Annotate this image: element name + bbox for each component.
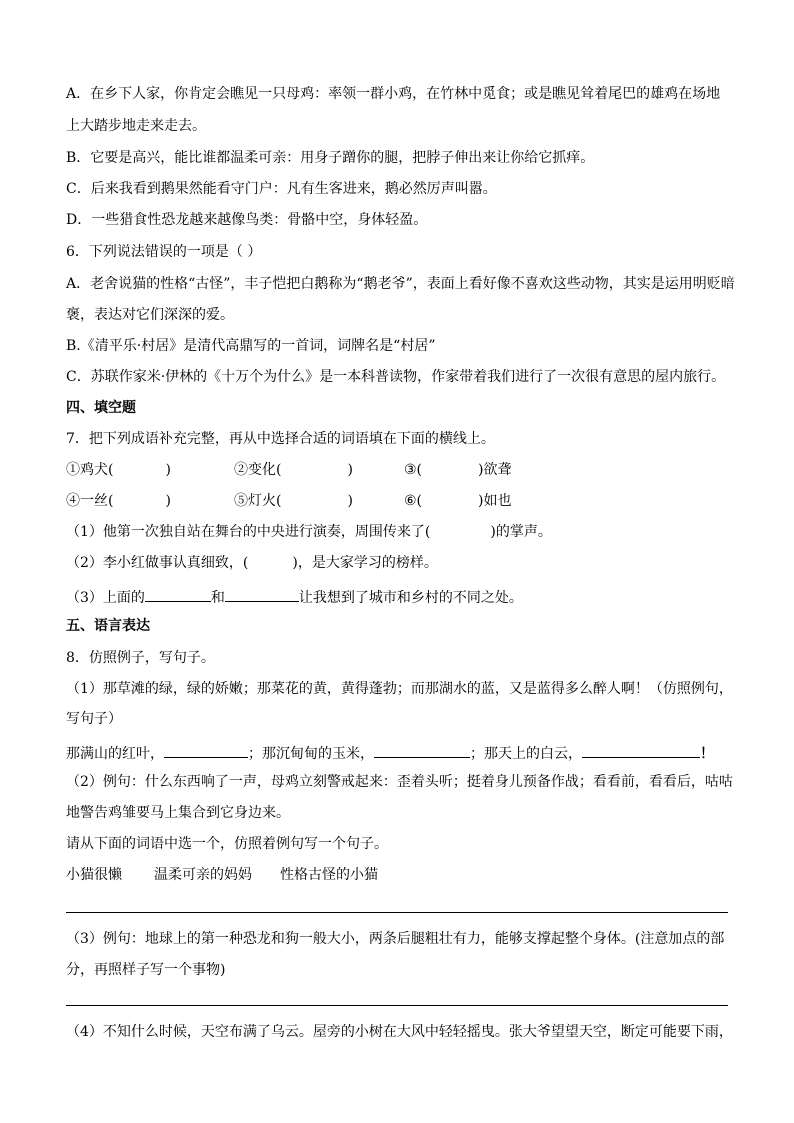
option-lazy-cat: 小猫很懒	[66, 867, 122, 883]
fill-exclaim: ！	[700, 746, 714, 762]
q8-part1-line1: （1）那草滩的绿，绿的娇嫩；那菜花的黄，黄得蓬勃；而那湖水的蓝，又是蓝得多么醉人啊！（仿照例句，	[66, 681, 733, 697]
q8-part3-line1: （3）例句：地球上的第一种恐龙和狗一般大小，两条后腿粗壮有力，能够支撑起整个身体。(注意加点的部	[66, 931, 725, 947]
idiom-4-prefix: ④一丝(	[66, 493, 114, 509]
idiom-2-prefix: ②变化(	[234, 462, 282, 478]
fill-blank-b[interactable]	[374, 741, 470, 758]
sentence-3-end: 让我想到了城市和乡村的不同之处。	[298, 590, 523, 606]
answer-line-part2[interactable]	[66, 912, 728, 913]
fill-corn: ；那沉甸甸的玉米，	[248, 746, 374, 762]
idiom-4-close: )	[165, 493, 171, 509]
q5-option-d: D．一些猎食性恐龙越来越像鸟类：骨骼中空，身体轻盈。	[66, 212, 428, 228]
q8-part2-line1: （2）例句：什么东西响了一声，母鸡立刻警戒起来：歪着头听；挺着身儿预备作战；看看前，看看后，咕咕	[66, 774, 733, 790]
q8-stem: 8．仿照例子，写句子。	[66, 650, 215, 666]
q6-stem: 6．下列说法错误的一项是（ ）	[66, 244, 262, 260]
idiom-2-close: )	[347, 462, 353, 478]
fill-blank-a[interactable]	[164, 741, 248, 758]
idiom-3-prefix: ③(	[404, 462, 423, 478]
q5-option-b: B．它要是高兴，能比谁都温柔可亲：用身子蹭你的腿，把脖子伸出来让你给它抓痒。	[66, 150, 595, 166]
sentence-1-text: （1）他第一次独自站在舞台的中央进行演奏，周围传来了(	[66, 524, 431, 540]
idiom-1-prefix: ①鸡犬(	[66, 462, 114, 478]
sentence-2-end: )，是大家学习的榜样。	[292, 555, 438, 571]
q8-part4-line1: （4）不知什么时候，天空布满了乌云。屋旁的小树在大风中轻轻摇曳。张大爷望望天空，断定可能要下雨，	[66, 1024, 733, 1040]
q8-part2-line2: 地警告鸡雏要马上集合到它身边来。	[66, 805, 290, 821]
q7-stem: 7．把下列成语补充完整，再从中选择合适的词语填在下面的横线上。	[66, 431, 495, 447]
q7-sentence-1	[66, 522, 552, 542]
q8-part2-instruction: 请从下面的词语中选一个，仿照着例句写一个句子。	[66, 836, 388, 852]
sentence-2-text: （2）李小红做事认真细致，(	[66, 555, 249, 571]
answer-line-part3[interactable]	[66, 1005, 728, 1006]
q8-part1-line2: 写句子）	[66, 711, 122, 727]
section-heading-fill-in: 四、填空题	[66, 400, 136, 416]
sentence-1-end: )的掌声。	[490, 524, 552, 540]
idiom-6-prefix: ⑥(	[404, 493, 423, 509]
idiom-3-suffix: )欲聋	[478, 462, 512, 478]
q7-idiom-row-2	[66, 491, 511, 511]
idiom-5-prefix: ⑤灯火(	[234, 493, 282, 509]
q6-option-b: B.《清平乐·村居》是清代高鼎写的一首词，词牌名是“村居”	[66, 338, 436, 354]
fill-blank-c[interactable]	[582, 741, 700, 758]
fill-clouds: ；那天上的白云，	[470, 746, 582, 762]
idiom-1-close: )	[165, 462, 171, 478]
q7-idiom-row-1	[66, 460, 511, 480]
fill-red-leaves: 那满山的红叶，	[66, 746, 164, 762]
q8-part2-options	[66, 865, 378, 885]
q6-option-a-line1: A．老舍说猫的性格“古怪”，丰子恺把白鹅称为“鹅老爷”，表面上看好像不喜欢这些动物，其实是运用明贬暗	[66, 276, 735, 292]
q7-sentence-3	[66, 585, 523, 608]
q7-sentence-2	[66, 553, 438, 573]
q5-option-a-line1: A．在乡下人家，你肯定会瞧见一只母鸡：率领一群小鸡，在竹林中觅食；或是瞧见耸着尾巴的雄鸡在场地	[66, 86, 721, 102]
q8-part3-line2: 分，再照样子写一个事物)	[66, 962, 226, 978]
sentence-3-blank-a[interactable]	[145, 585, 211, 602]
q5-option-a-line2: 上大踏步地走来走去。	[66, 118, 206, 134]
option-gentle-mother: 温柔可亲的妈妈	[154, 867, 252, 883]
q6-option-a-line2: 褒，表达对它们深深的爱。	[66, 307, 234, 323]
section-heading-expression: 五、语言表达	[66, 618, 150, 634]
sentence-3-text: （3）上面的	[66, 590, 145, 606]
sentence-3-blank-b[interactable]	[225, 585, 299, 602]
idiom-5-close: )	[347, 493, 353, 509]
q5-option-c: C．后来我看到鹅果然能看守门户：凡有生客进来，鹅必然厉声叫嚣。	[66, 181, 497, 197]
idiom-6-suffix: )如也	[478, 493, 512, 509]
q6-option-c: C．苏联作家米·伊林的《十万个为什么》是一本科普读物，作家带着我们进行了一次很有意思的屋内旅行。	[66, 369, 726, 385]
q8-part1-fill	[66, 741, 714, 764]
sentence-3-and: 和	[210, 590, 225, 606]
option-odd-cat: 性格古怪的小猫	[280, 867, 378, 883]
